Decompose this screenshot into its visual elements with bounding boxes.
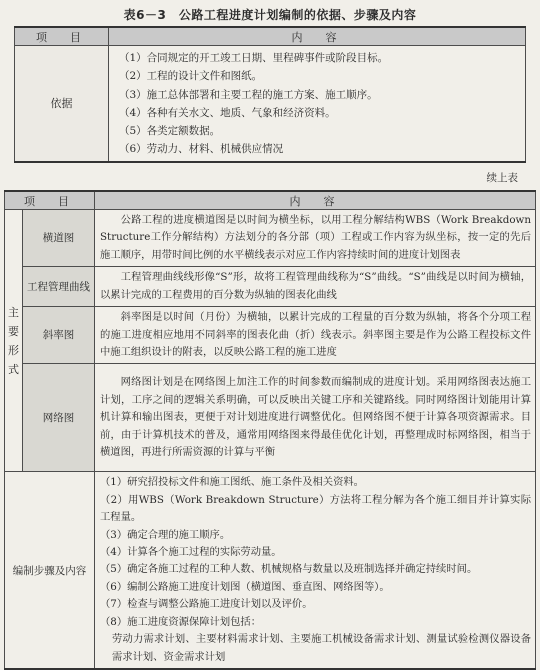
basis-content xyxy=(109,46,526,162)
form-text: 网络图计划是在网络图上加注工作的时间参数而编制成的进度计划。采用网络图表达施工计划，工序之间的逻辑关系明确，可以反映出关键工序和关键路线。同时网络图计划能用计算机计算和输出图表，更便于对计划进度进行调整优化。但网络图不便于计算各项资源需求。目前，由于计算机技术的普及，通常用网络图来得最佳优化计划，再整理成时标网络图，相当于横道图，再进行所需资源的计算与平衡 xyxy=(100,376,531,459)
header-item: 项 目 xyxy=(5,191,95,210)
form-label: 网络图 xyxy=(23,364,95,472)
forms-group-label: 主要形式 xyxy=(5,210,23,472)
form-label: 横道图 xyxy=(23,210,95,267)
basis-table xyxy=(14,26,526,163)
form-label: 工程管理曲线 xyxy=(23,267,95,307)
forms-table xyxy=(4,190,536,670)
step-item: 劳动力需求计划、主要材料需求计划、主要施工机械设备需求计划、测量试验检测仪器设备需求计划、资金需求计划 xyxy=(112,633,531,663)
form-content xyxy=(95,267,536,307)
basis-item: （2）工程的设计文件和图纸。 xyxy=(119,70,263,83)
step-item: （2）用WBS（Work Breakdown Structure）方法将工程分解为各个施工细目并计算实际工程量。 xyxy=(100,493,531,524)
form-content xyxy=(95,210,536,267)
step-item: （7）检查与调整公路施工进度计划以及评价。 xyxy=(100,598,313,611)
basis-item: （1）合同规定的开工竣工日期、里程碑事件或阶段目标。 xyxy=(119,52,389,64)
basis-item: （3）施工总体部署和主要工程的施工方案、施工顺序。 xyxy=(119,88,378,101)
basis-item: （6）劳动力、材料、机械供应情况 xyxy=(119,143,284,156)
table-row-s-curve xyxy=(5,267,536,307)
step-item: （3）确定合理的施工顺序。 xyxy=(100,528,231,541)
form-content xyxy=(95,364,536,472)
table-row-gantt xyxy=(5,210,536,267)
step-item: （5）确定各施工过程的工种人数、机械规格与数量以及班制选择并确定持续时间。 xyxy=(100,563,478,576)
steps-content xyxy=(95,472,536,669)
table-header-row xyxy=(15,27,526,46)
table-row-slope xyxy=(5,307,536,364)
step-item: （6）编制公路施工进度计划图（横道图、垂直图、网络图等）。 xyxy=(100,580,390,593)
header-item: 项 目 xyxy=(15,27,109,46)
basis-item: （4）各种有关水文、地质、气象和经济资料。 xyxy=(119,106,336,119)
table-caption: 表6－3 公路工程进度计划编制的依据、步骤及内容 xyxy=(123,8,417,22)
step-item: （1）研究招投标文件和施工图纸、施工条件及相关资料。 xyxy=(100,476,364,489)
basis-item: （5）各类定额数据。 xyxy=(119,125,221,138)
continued-label: 续上表 xyxy=(486,172,518,184)
table-row-basis xyxy=(15,46,526,162)
step-item: （4）计算各个施工过程的实际劳动量。 xyxy=(100,546,282,559)
form-content xyxy=(95,307,536,364)
basis-label: 依据 xyxy=(15,46,109,162)
form-text: 斜率图是以时间（月份）为横轴，以累计完成的工程量的百分数为纵轴，将各个分项工程的施工进度相应地用不同斜率的图表化曲（折）线表示。斜率图主要是作为公路工程投标文件中施工组织设计的附表，以反映公路工程的施工进度 xyxy=(100,311,531,359)
header-content: 内 容 xyxy=(95,191,536,210)
header-content: 内 容 xyxy=(109,27,526,46)
step-item: （8）施工进度资源保障计划包括： xyxy=(100,615,262,628)
form-label: 斜率图 xyxy=(23,307,95,364)
form-text: 公路工程的进度横道图是以时间为横坐标，以用工程分解结构WBS（Work Breakdown Structure工作分解结构）方法划分的各分部（项）工程或工作内容为纵坐标，按一定的先后施工顺序，用带时间比例的水平横线表示对应工作内容持续时间的进度计划图表 xyxy=(100,214,531,261)
table-row-network xyxy=(5,364,536,472)
form-text: 工程管理曲线线形像“S”形，故将工程管理曲线称为“S”曲线。“S”曲线是以时间为横轴，以累计完成的工程费用的百分数为纵轴的图表化曲线 xyxy=(100,271,531,301)
table-row-steps xyxy=(5,472,536,669)
steps-label: 编制步骤及内容 xyxy=(5,472,95,669)
table-header-row xyxy=(5,191,536,210)
